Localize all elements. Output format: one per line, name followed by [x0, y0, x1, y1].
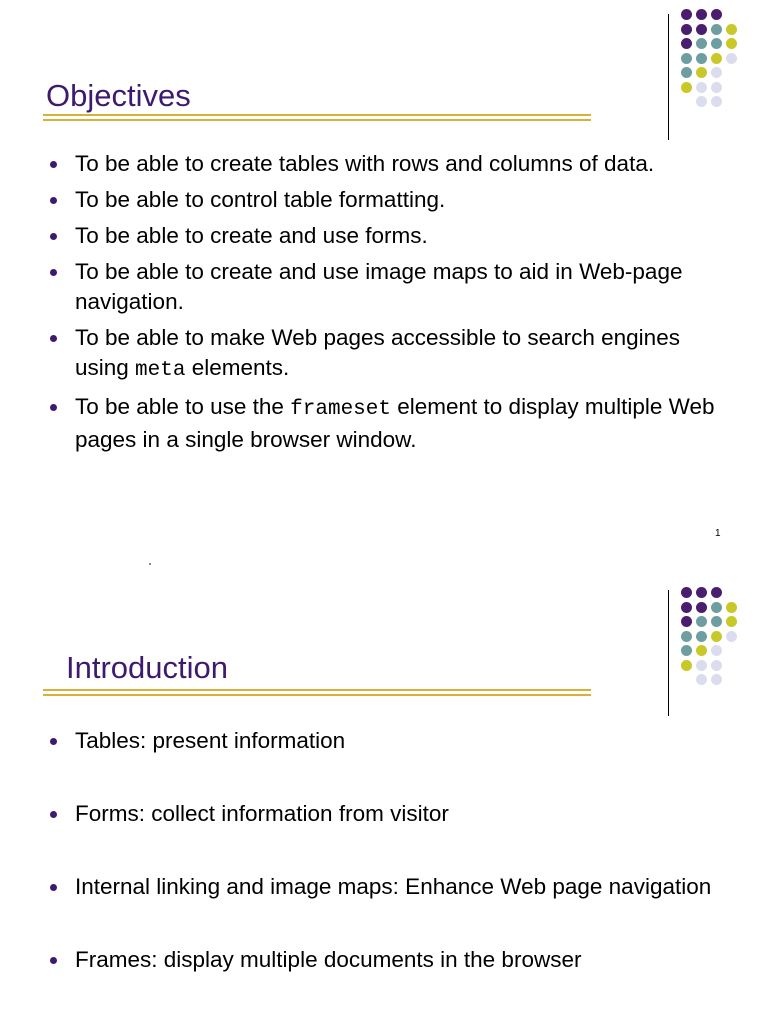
dot-lavender	[696, 660, 707, 671]
dot-purple	[711, 9, 722, 20]
header-divider-line	[668, 590, 669, 716]
bullet-item	[48, 945, 728, 975]
dot-purple	[681, 38, 692, 49]
bullet-text: Frames: display multiple documents in the browser	[75, 947, 582, 972]
dot-yellow	[726, 616, 737, 627]
dot-teal	[696, 38, 707, 49]
dot-yellow	[711, 631, 722, 642]
dot-yellow	[696, 645, 707, 656]
dot-purple	[681, 616, 692, 627]
dot-yellow	[726, 24, 737, 35]
dot-yellow	[696, 67, 707, 78]
dot-lavender	[711, 96, 722, 107]
bullet-dot-icon	[50, 884, 57, 891]
bullet-item	[48, 799, 728, 829]
bullet-item	[48, 221, 728, 251]
dot-yellow	[711, 53, 722, 64]
dot-lavender	[711, 674, 722, 685]
slide-title: Objectives	[46, 78, 191, 113]
dot-purple	[696, 24, 707, 35]
dot-lavender	[726, 631, 737, 642]
dot-purple	[681, 24, 692, 35]
dot-teal	[681, 645, 692, 656]
bullet-text: Internal linking and image maps: Enhance Web page navigation	[75, 874, 712, 899]
bullet-dot-icon	[50, 957, 57, 964]
bullet-text: To be able to create and use image maps to aid in Web-page navigation.	[75, 259, 683, 314]
bullet-text: Tables: present information	[75, 728, 346, 753]
dot-purple	[696, 587, 707, 598]
dot-purple	[696, 602, 707, 613]
bullet-item	[48, 726, 728, 756]
speck	[149, 563, 151, 565]
dot-yellow	[726, 602, 737, 613]
bullet-item	[48, 257, 728, 317]
bullet-item	[48, 185, 728, 215]
dot-teal	[711, 24, 722, 35]
bullet-dot-icon	[50, 161, 57, 168]
dot-lavender	[711, 645, 722, 656]
bullet-text: To be able to create and use forms.	[75, 223, 428, 248]
dot-lavender	[711, 67, 722, 78]
dot-lavender	[696, 674, 707, 685]
bullet-list	[48, 726, 728, 1018]
dot-yellow	[726, 38, 737, 49]
dot-teal	[681, 53, 692, 64]
dot-purple	[681, 9, 692, 20]
bullet-dot-icon	[50, 811, 57, 818]
bullet-text: elements.	[185, 355, 290, 380]
dot-purple	[681, 602, 692, 613]
bullet-text: To be able to use the	[75, 394, 291, 419]
dot-purple	[681, 587, 692, 598]
slide-introduction	[0, 578, 768, 1024]
dot-lavender	[711, 82, 722, 93]
bullet-dot-icon	[50, 404, 57, 411]
title-underline	[43, 689, 591, 696]
decorative-dots-icon	[681, 587, 761, 697]
bullet-item	[48, 392, 728, 455]
bullet-text: element to display multiple Web pages in a single browser window.	[75, 394, 715, 452]
dot-teal	[711, 38, 722, 49]
bullet-item	[48, 149, 728, 179]
code-text: meta	[135, 359, 186, 382]
bullet-dot-icon	[50, 233, 57, 240]
bullet-dot-icon	[50, 269, 57, 276]
dot-teal	[711, 602, 722, 613]
title-underline	[43, 114, 591, 121]
bullet-dot-icon	[50, 335, 57, 342]
bullet-dot-icon	[50, 738, 57, 745]
dot-teal	[711, 616, 722, 627]
page-number: 1	[715, 528, 721, 539]
code-text: frameset	[290, 398, 391, 421]
bullet-dot-icon	[50, 197, 57, 204]
dot-purple	[711, 587, 722, 598]
bullet-item	[48, 872, 728, 902]
dot-teal	[681, 631, 692, 642]
bullet-text: To be able to control table formatting.	[75, 187, 446, 212]
dot-teal	[696, 53, 707, 64]
dot-purple	[696, 9, 707, 20]
dot-yellow	[681, 660, 692, 671]
bullet-item	[48, 323, 728, 386]
decorative-dots-icon	[681, 9, 761, 119]
slide-title: Introduction	[66, 650, 228, 685]
dot-yellow	[681, 82, 692, 93]
dot-lavender	[696, 96, 707, 107]
dot-teal	[696, 631, 707, 642]
dot-lavender	[696, 82, 707, 93]
bullet-text: Forms: collect information from visitor	[75, 801, 449, 826]
bullet-list	[48, 149, 728, 461]
header-divider-line	[668, 14, 669, 140]
dot-teal	[681, 67, 692, 78]
dot-lavender	[726, 53, 737, 64]
dot-lavender	[711, 660, 722, 671]
bullet-text: To be able to create tables with rows and columns of data.	[75, 151, 655, 176]
dot-teal	[696, 616, 707, 627]
bullet-text: To be able to make Web pages accessible to search engines using	[75, 325, 680, 380]
